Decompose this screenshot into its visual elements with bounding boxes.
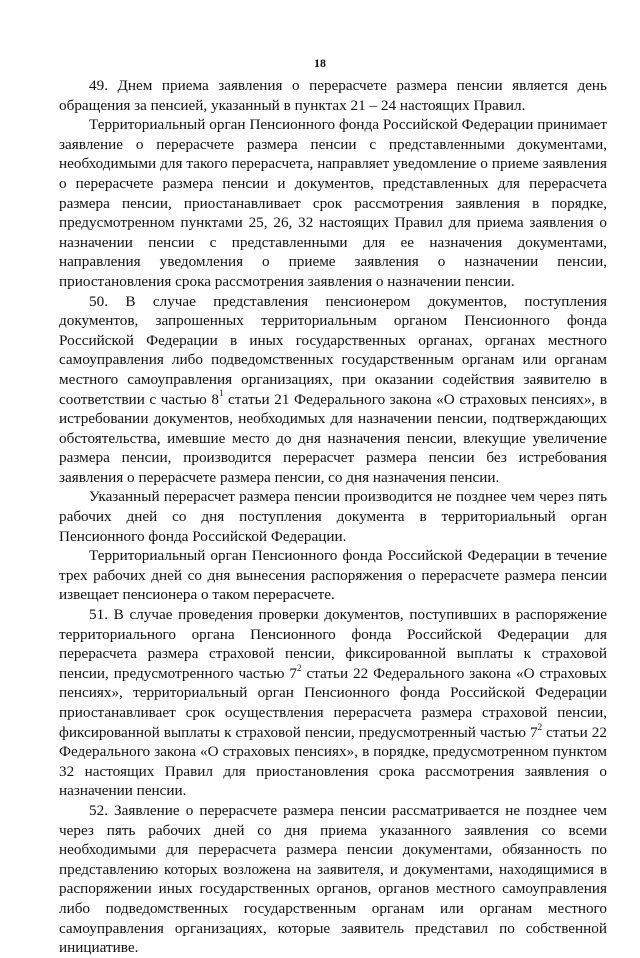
paragraph-p49-2 — [59, 115, 607, 291]
paragraph-p50-3 — [59, 546, 607, 605]
paragraph-text: 50. В случае представления пенсионером документов, поступления документов, запрошенных территориальным органом Пенсионного фонда Российской Федерации в иных государственных органах, органах местного самоуправления либо подведомственных государственным органам или органам местного самоуправления организациях, при оказании содействия заявителю в соответствии с частью 8 — [59, 292, 607, 408]
superscript: 1 — [218, 388, 224, 399]
paragraph-p50-2 — [59, 487, 607, 546]
paragraph-text: статьи 22 Федерального закона «О страховых пенсиях», в порядке, предусмотренном пунктом 32 настоящих Правил для приостановления срока рассмотрения заявления о назначении пенсии. — [59, 723, 607, 800]
paragraph-text: Территориальный орган Пенсионного фонда Российской Федерации в течение трех рабочих дней со дня вынесения распоряжения о перерасчете размера пенсии извещает пенсионера о таком перерасчете. — [59, 547, 607, 604]
paragraph-p51 — [59, 605, 607, 801]
paragraph-text: статьи 22 Федерального закона «О страховых пенсиях», территориальный орган Пенсионного фонда Российской Федерации приостанавливает срок осуществления перерасчета размера страховой пенсии, фиксированной выплаты к страховой пенсии, предусмотренный частью 7 — [59, 664, 607, 741]
paragraph-text: статьи 21 Федерального закона «О страховых пенсиях», в истребовании документов, необходимых для назначении пенсии, подтверждающих обстоятельства, имевшие место до дня назначения пенсии, влекущие увеличение размера пенсии, производится перерасчет размера пенсии без истребования заявления о перерасчете размера пенсии, со дня назначения пенсии. — [59, 390, 607, 486]
paragraph-text: 52. Заявление о перерасчете размера пенсии рассматривается не позднее чем через пять рабочих дней со дня приема указанного заявления со всеми необходимыми для перерасчета размера пенсии документами, обязанность по представлению которых возложена на заявителя, и документами, находящимися в распоряжении иных государственных органов, органов местного самоуправления либо подведомственных государственным органам или органам местного самоуправления организациях, которые заявитель представил по собственной инициативе. — [59, 801, 607, 957]
page-number: 18 — [314, 56, 326, 70]
superscript: 2 — [537, 721, 543, 732]
paragraph-p49 — [59, 76, 607, 115]
paragraph-text: 51. В случае проведения проверки документов, поступивших в распоряжение территориального органа Пенсионного фонда Российской Федерации для перерасчета размера страховой пенсии, фиксированной выплаты к страховой пенсии, предусмотренного частью 7 — [59, 606, 607, 682]
document-body — [59, 76, 607, 958]
superscript: 2 — [297, 662, 302, 673]
paragraph-p52 — [59, 801, 607, 958]
paragraph-text: Территориальный орган Пенсионного фонда Российской Федерации принимает заявление о перерасчете размера пенсии с представленными документами, необходимыми для такого перерасчета, направляет уведомление о приеме заявления о перерасчете размера пенсии и документов, представленных для перерасчета размера пенсии, приостанавливает срок рассмотрения заявления в порядке, предусмотренном пунктами 25, 26, 32 настоящих Правил для приема заявления о назначении пенсии с представленными для ее назначения документами, направления уведомления о приеме заявления о назначении пенсии, приостановления срока рассмотрения заявления о назначении пенсии. — [59, 116, 607, 290]
paragraph-p50 — [59, 292, 607, 488]
paragraph-text: 49. Днем приема заявления о перерасчете размера пенсии является день обращения за пенсией, указанный в пунктах 21 – 24 настоящих Правил. — [59, 77, 607, 114]
paragraph-text: Указанный перерасчет размера пенсии производится не позднее чем через пять рабочих дней со дня поступления документа в территориальный орган Пенсионного фонда Российской Федерации. — [59, 488, 607, 545]
